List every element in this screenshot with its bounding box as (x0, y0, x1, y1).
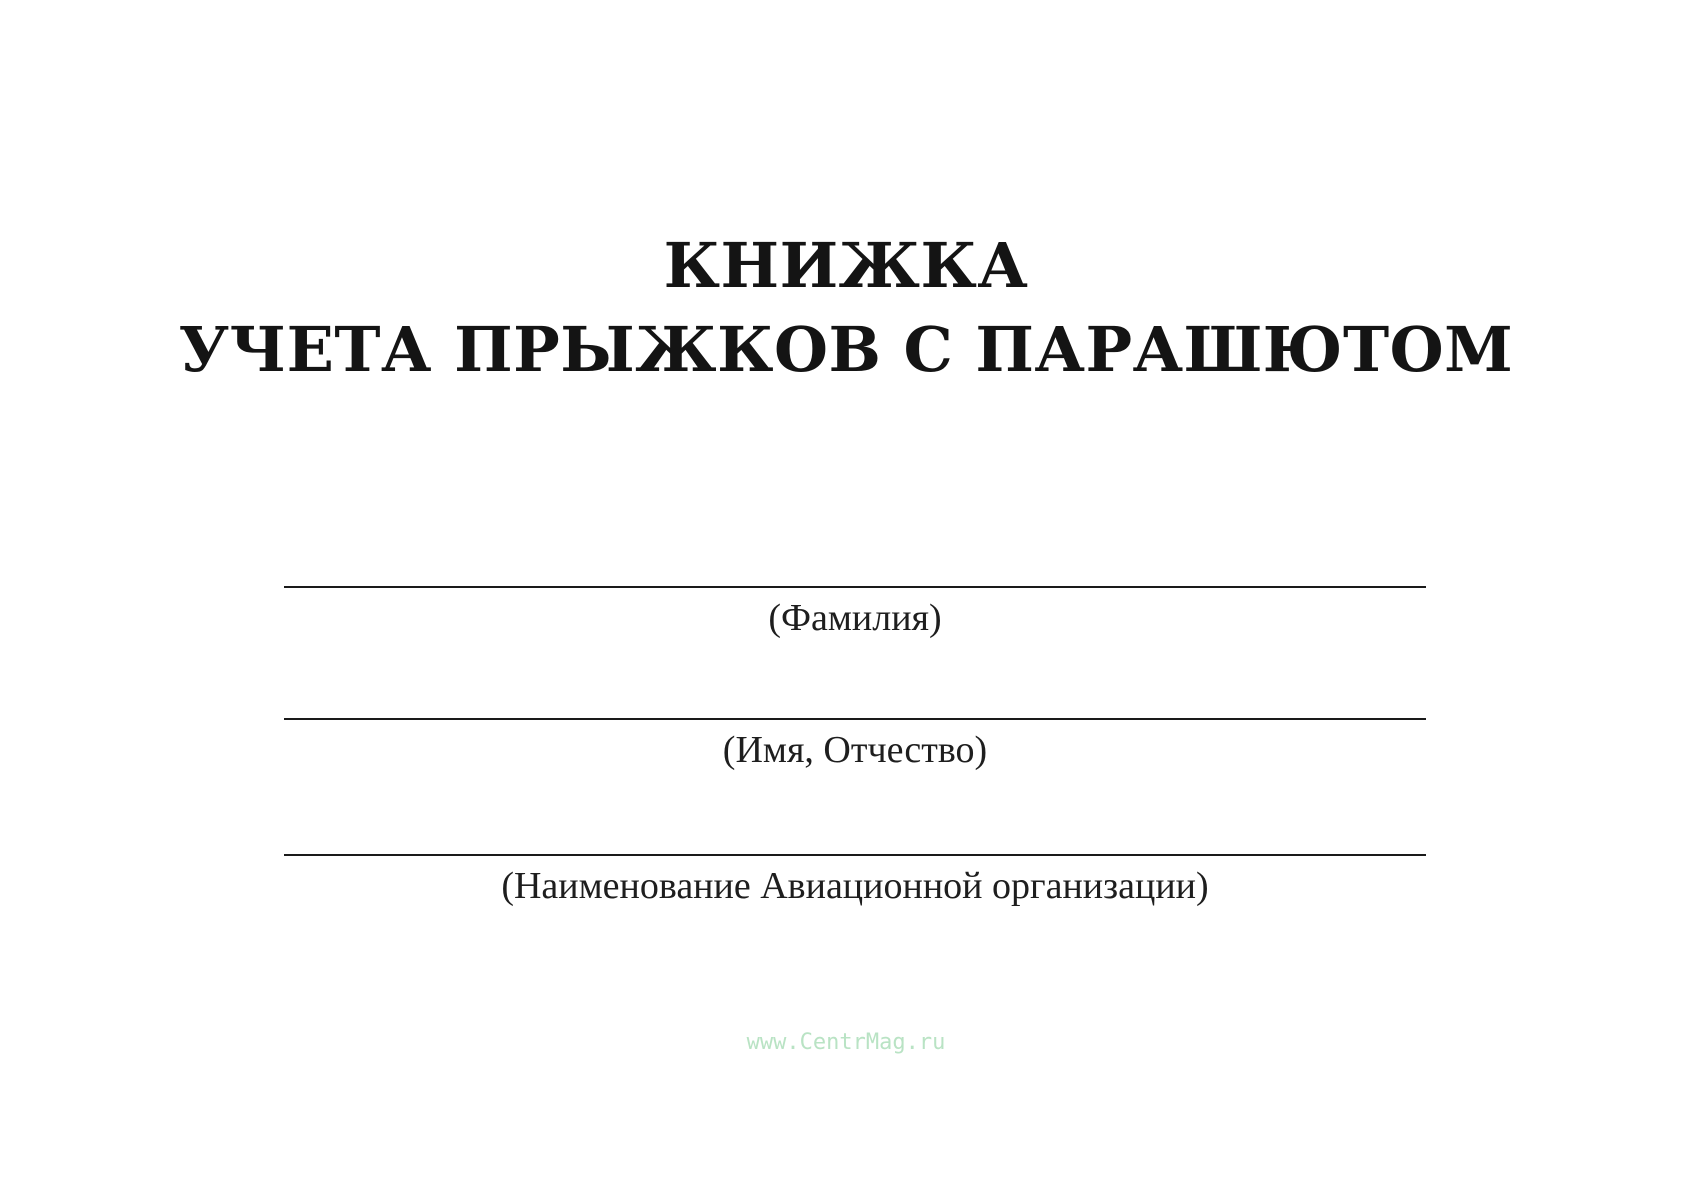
organization-field (284, 854, 1426, 908)
surname-caption: (Фамилия) (768, 597, 942, 639)
surname-field (284, 586, 1426, 640)
organization-caption: (Наименование Авиационной организации) (501, 865, 1209, 907)
name-patronymic-blank-line (284, 718, 1426, 720)
name-patronymic-field (284, 718, 1426, 772)
name-patronymic-caption: (Имя, Отчество) (722, 729, 988, 771)
organization-blank-line (284, 854, 1426, 856)
title-line-1: КНИЖКА (663, 229, 1029, 302)
watermark: www.CentrMag.ru (746, 1030, 946, 1055)
surname-blank-line (284, 586, 1426, 588)
title-line-2: УЧЕТА ПРЫЖКОВ С ПАРАШЮТОМ (178, 313, 1514, 386)
document-title (0, 224, 1692, 392)
